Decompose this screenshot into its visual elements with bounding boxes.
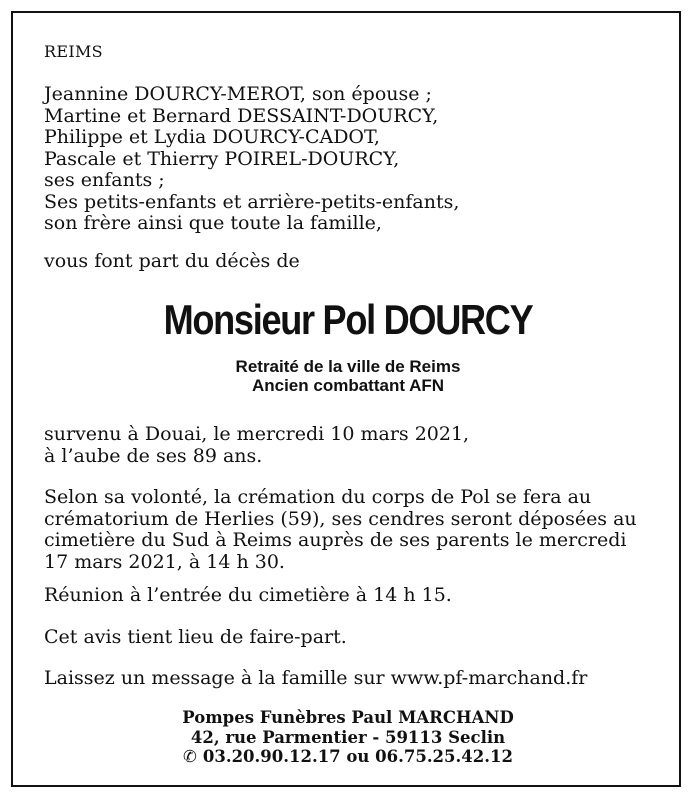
family-line: Ses petits-enfants et arrière-petits-enfants, xyxy=(44,190,460,213)
announcement-text: vous font part du décès de xyxy=(44,250,300,272)
family-line: ses enfants ; xyxy=(44,169,165,191)
death-line: à l’aube de ses 89 ans. xyxy=(44,444,263,467)
family-line: Jeannine DOURCY-MEROT, son épouse ; xyxy=(44,83,432,105)
funeral-home-block xyxy=(0,708,696,767)
death-details xyxy=(44,424,648,467)
cremation-line: crématorium de Herlies (59), ses cendres seront déposées au xyxy=(44,507,637,530)
cremation-line: 17 mars 2021, à 14 h 30. xyxy=(44,550,285,573)
cremation-line: cimetière du Sud à Reims auprès de ses parents le mercredi xyxy=(44,529,627,551)
family-line: son frère ainsi que toute la famille, xyxy=(44,212,382,234)
message-text: Laissez un message à la famille sur www.pf-marchand.fr xyxy=(44,667,588,689)
deceased-title: Retraité de la ville de Reims xyxy=(235,357,461,376)
family-line: Philippe et Lydia DOURCY-CADOT, xyxy=(44,126,380,148)
death-line: survenu à Douai, le mercredi 10 mars 2021, xyxy=(44,423,470,445)
notice-text: Cet avis tient lieu de faire-part. xyxy=(44,626,347,648)
family-line: Pascale et Thierry POIREL-DOURCY, xyxy=(44,147,400,170)
phone-icon: ✆ xyxy=(183,747,197,766)
funeral-home-name: Pompes Funèbres Paul MARCHAND xyxy=(182,708,514,727)
funeral-home-phones: 03.20.90.12.17 ou 06.75.25.42.12 xyxy=(202,747,513,766)
funeral-home-phone-line xyxy=(0,747,696,767)
city-heading: REIMS xyxy=(44,42,103,61)
deceased-name: Monsieur Pol DOURCY xyxy=(163,296,533,343)
family-list xyxy=(44,84,459,235)
cremation-paragraph xyxy=(44,487,648,573)
reunion-text: Réunion à l’entrée du cimetière à 14 h 15. xyxy=(44,584,452,606)
deceased-title: Ancien combattant AFN xyxy=(251,376,445,395)
family-line: Martine et Bernard DESSAINT-DOURCY, xyxy=(44,104,439,127)
funeral-home-address: 42, rue Parmentier - 59113 Seclin xyxy=(190,727,506,747)
cremation-line: Selon sa volonté, la crémation du corps de Pol se fera au xyxy=(44,486,592,508)
